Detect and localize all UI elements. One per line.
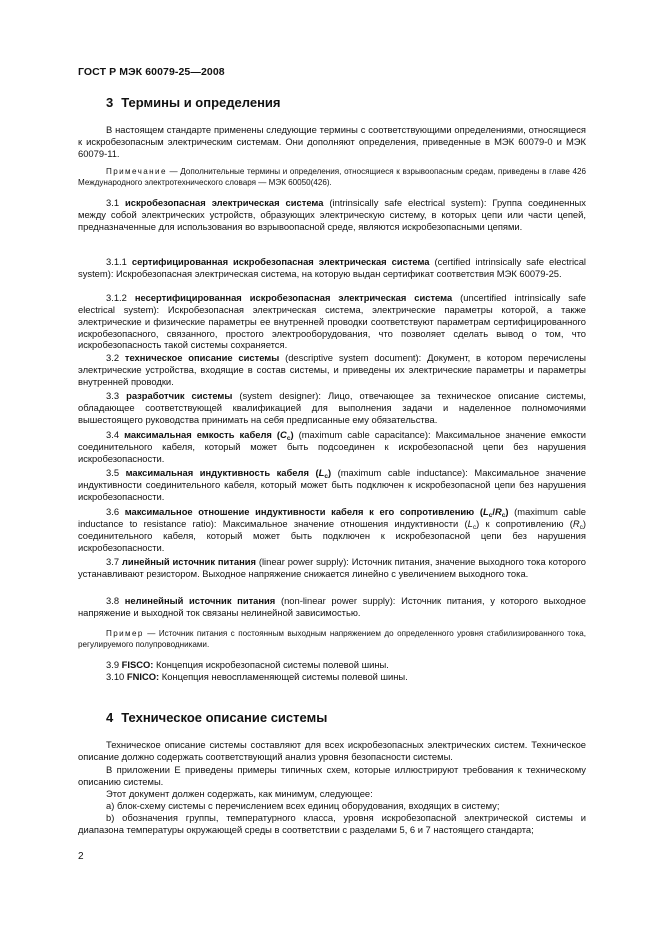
term-3-3 bbox=[78, 390, 586, 426]
term-definition: Концепция искробезопасной системы полевой шины. bbox=[156, 659, 389, 670]
section-title: Техническое описание системы bbox=[121, 710, 328, 725]
term-english: (uncertified intrinsically safe electrical system): bbox=[78, 292, 587, 315]
term-3-1 bbox=[78, 197, 586, 233]
list-item-b: b) обозначения группы, температурного класса, уровня искробезопасной электрической системы и диапазона температуры окружающей среды в соответствии с разделами 5, 6 и 7 настоящего стандарта; bbox=[78, 812, 586, 835]
symbol-subscript: c bbox=[324, 473, 328, 480]
note-paragraph bbox=[78, 167, 586, 189]
term-english: (maximum cable capacitance): bbox=[298, 429, 431, 440]
term-name: линейный источник питания bbox=[121, 556, 256, 567]
term-3-7 bbox=[78, 556, 586, 580]
list-item-a: a) блок-схему системы с перечислением всех единиц оборудования, входящих в систему; bbox=[106, 800, 500, 811]
term-name: максимальная индуктивность кабеля $(L_c)$ bbox=[125, 467, 332, 480]
term-name: нелинейный источник питания bbox=[124, 595, 276, 606]
term-number: 3.1.1 bbox=[106, 256, 127, 267]
term-name: максимальное отношение индуктивности кабеля к его сопротивлению $(L_c/R_c)$ bbox=[124, 506, 509, 519]
term-3-5 bbox=[78, 467, 586, 503]
term-number: 3.10 bbox=[106, 671, 125, 682]
example-label: Пример bbox=[106, 629, 144, 638]
page-number: 2 bbox=[78, 851, 84, 862]
term-3-10 bbox=[78, 671, 586, 683]
term-definition: Концепция невоспламеняющей системы полевой шины. bbox=[161, 671, 408, 682]
symbol-subscript: c bbox=[286, 435, 291, 442]
term-english: (maximum cable inductance): bbox=[337, 467, 468, 478]
term-english: (non-linear power supply): bbox=[280, 595, 396, 606]
term-english: (linear power supply): bbox=[258, 556, 349, 567]
term-definition: Группа соединенных между собой электрических устройств, образующих электрическую систему, в которых цепи или части цепей, предназначенные для использования во взрывоопасной среде, являются искробезопасными цепями. bbox=[78, 197, 586, 232]
term-name: разработчик системы bbox=[126, 390, 233, 401]
term-english: (intrinsically safe electrical system): bbox=[329, 197, 487, 208]
term-number: 3.2 bbox=[106, 352, 120, 363]
term-english: (certified intrinsically safe electrical system): bbox=[78, 256, 587, 279]
term-definition: Источник питания, значение выходного тока которого устанавливают резистором. Выходное напряжение снижается линейно с увеличением выходного тока. bbox=[78, 556, 586, 579]
term-number: 3.1 bbox=[106, 197, 120, 208]
term-definition: Максимальное значение индуктивности соединительного кабеля, который может быть подключен к искробезопасной цепи без нарушения искробезопасности. bbox=[78, 467, 586, 502]
term-name: FISCO: bbox=[121, 659, 154, 670]
term-3-4 bbox=[78, 429, 586, 465]
term-number: 3.7 bbox=[106, 556, 120, 567]
term-3-9 bbox=[78, 659, 586, 671]
note-label: Примечание bbox=[106, 167, 167, 176]
term-english: (maximum cable inductance to resistance ratio): bbox=[78, 506, 586, 529]
term-name: техническое описание системы bbox=[124, 352, 280, 363]
term-number: 3.4 bbox=[106, 429, 120, 440]
section-number: 3 bbox=[106, 95, 114, 110]
section-4-para-2: В приложении Е приведены примеры типичных схем, которые иллюстрируют требования к техническому описанию системы. bbox=[78, 764, 586, 787]
term-definition: Искробезопасная электрическая система, на которую выдан сертификат соответствия МЭК 60079-25. bbox=[116, 267, 562, 279]
symbol: L bbox=[318, 467, 325, 478]
term-number: 3.9 bbox=[106, 659, 120, 670]
term-name: сертифицированная искробезопасная электрическая система bbox=[131, 256, 430, 267]
example-paragraph bbox=[78, 629, 586, 651]
term-definition: Документ, в котором перечислены электрические устройства, входящие в состав системы, и приведены их электрические параметры и параметры внутренней проводки. bbox=[78, 352, 586, 387]
section-4-para-3: Этот документ должен содержать, как минимум, следующее: bbox=[106, 788, 373, 799]
term-name: максимальная емкость кабеля $(C_c)$ bbox=[124, 429, 294, 442]
section-4-heading bbox=[106, 710, 327, 725]
term-english: (descriptive system document): bbox=[285, 352, 422, 363]
term-3-6: 3.6 максимальное отношение индуктивности кабеля к его сопротивлению $(L_c/R_c)$ (maximum cable inductance to resistance ratio): Максимальное значение отношения индуктивности $(L_c)$ к сопротивлению $(R_c)$ соединительного кабеля, который может быть подключен к искробезопасной цепи без нарушения искробезопасности. bbox=[78, 506, 586, 553]
term-definition: Максимальное значение отношения индуктивности ( bbox=[222, 517, 468, 529]
term-name: искробезопасная электрическая система bbox=[125, 197, 324, 208]
term-definition: Источник питания, у которого выходное напряжение и выходной ток связаны нелинейной зависимостью. bbox=[78, 595, 587, 618]
symbol: C bbox=[280, 429, 287, 440]
document-header: ГОСТ Р МЭК 60079-25—2008 bbox=[78, 66, 225, 78]
section-title: Термины и определения bbox=[121, 95, 281, 110]
term-3-2 bbox=[78, 352, 586, 388]
term-name: FNICO: bbox=[126, 671, 160, 682]
term-number: 3.1.2 bbox=[106, 292, 127, 303]
term-definition: Максимальное значение емкости соединительного кабеля, который может быть подсоединен к искробезопасной цепи без нарушения искробезопасности. bbox=[78, 429, 587, 464]
section-number: 4 bbox=[106, 710, 114, 725]
term-number: 3.8 bbox=[106, 595, 120, 606]
example-text: — Источник питания с постоянным выходным напряжением до определенного уровня стабилизированного тока, регулируемого полупроводниками. bbox=[78, 629, 586, 649]
term-number: 3.6 bbox=[106, 506, 120, 517]
term-name: несертифицированная искробезопасная электрическая система bbox=[134, 292, 453, 303]
term-english: (system designer): bbox=[239, 390, 321, 401]
section-3-heading bbox=[106, 95, 281, 110]
term-3-8 bbox=[78, 595, 586, 619]
term-definition: Искробезопасная электрическая система, электрические параметры которой, а также электрические и физические параметры ее внутренней проводки соответствуют параметрам сертифицированного искробезопасного, связанного, простого электрооборудования, что позволяет сделать вывод о том, что искробезопасность такой системы сохраняется. bbox=[78, 303, 587, 351]
term-3-1-1 bbox=[78, 256, 586, 280]
term-3-1-2 bbox=[78, 292, 586, 351]
term-number: 3.3 bbox=[106, 390, 120, 401]
section-4-para-1: Техническое описание системы составляют для всех искробезопасных электрических систем. Техническое описание должно содержать соответствующий анализ уровня безопасности системы. bbox=[78, 739, 586, 762]
section-3-intro: В настоящем стандарте применены следующие термины с соответствующими определениями, относящиеся к искробезопасным электрическим системам. Они дополняют определения, приведенные в МЭК 60079-0 и МЭК 60079-11. bbox=[78, 124, 586, 159]
note-text: — Дополнительные термины и определения, относящиеся к взрывоопасным средам, приведены в главе 426 Международного электротехнического словаря — МЭК 60050(426). bbox=[78, 167, 586, 187]
term-number: 3.5 bbox=[106, 467, 120, 478]
term-definition: Лицо, отвечающее за техническое описание системы, обладающее соответствующей квалификацией для выполнения задачи и наделенное полномочиями вышестоящего руководства принимать на себя предписанные ему обязательства. bbox=[78, 390, 587, 425]
